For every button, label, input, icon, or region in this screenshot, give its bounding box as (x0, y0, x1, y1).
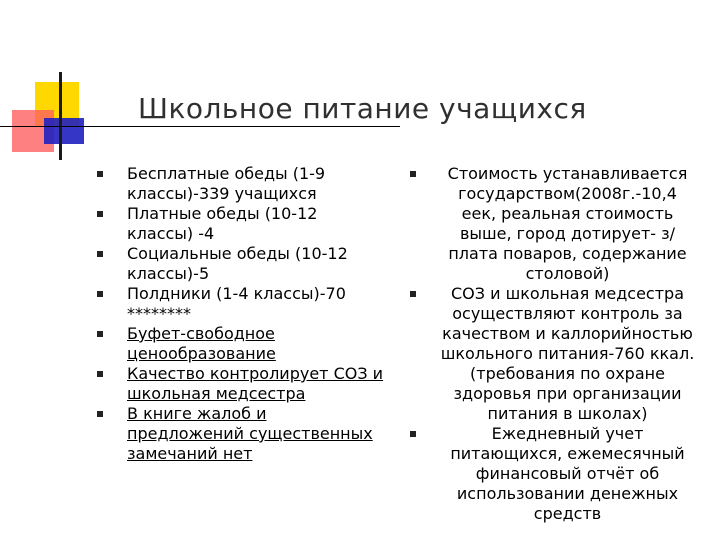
list-item-text: Платные обеды (10-12 классы) -4 (127, 204, 318, 243)
list-item (97, 364, 387, 404)
list-item-text: В книге жалоб и предложений существенных замечаний нет (127, 404, 373, 463)
list-item-text: Качество контролирует СОЗ и школьная медсестра (127, 364, 384, 403)
list-item-text: Буфет-свободное ценообразование (127, 324, 276, 363)
bullet-icon (97, 291, 103, 297)
list-item (97, 404, 387, 464)
bullet-icon (97, 171, 103, 177)
list-item (410, 424, 695, 524)
list-item-text: Бесплатные обеды (1-9 классы)-339 учащихся (127, 164, 326, 203)
list-item (97, 204, 387, 244)
list-item (410, 284, 695, 424)
list-item (410, 164, 695, 284)
list-item-text: СОЗ и школьная медсестра осуществляют контроль за качеством и каллорийностью школьного питания-760 ккал. (требования по охране здоровья при организации питания в школах) (440, 284, 695, 423)
list-item-text: Стоимость устанавливается государством(2008г.-10,4 еек, реальная стоимость выше, город дотирует- з/плата поваров, содержание столовой) (447, 164, 688, 283)
blue-square-decoration (44, 118, 84, 144)
list-item-text: Социальные обеды (10-12 классы)-5 (127, 244, 348, 283)
bullet-icon (410, 171, 416, 177)
list-item (97, 164, 387, 204)
list-item (97, 284, 387, 304)
bullet-icon (410, 291, 416, 297)
left-bullet-list (97, 164, 387, 464)
bullet-icon (97, 331, 103, 337)
bullet-icon (97, 411, 103, 417)
horizontal-line-decoration (0, 126, 400, 127)
bullet-icon (97, 211, 103, 217)
list-item-text: Ежедневный учет питающихся, ежемесячный финансовый отчёт об использовании денежных средств (450, 424, 685, 523)
list-item-text: Полдники (1-4 классы)-70 (127, 284, 346, 303)
list-item (97, 244, 387, 284)
bullet-icon (97, 371, 103, 377)
list-item (97, 324, 387, 364)
slide-title: Школьное питание учащихся (138, 92, 587, 125)
bullet-icon (410, 431, 416, 437)
stars-separator: ******** (127, 304, 191, 323)
bullet-icon (97, 251, 103, 257)
vertical-line-decoration (59, 72, 62, 160)
right-bullet-list (410, 164, 695, 524)
